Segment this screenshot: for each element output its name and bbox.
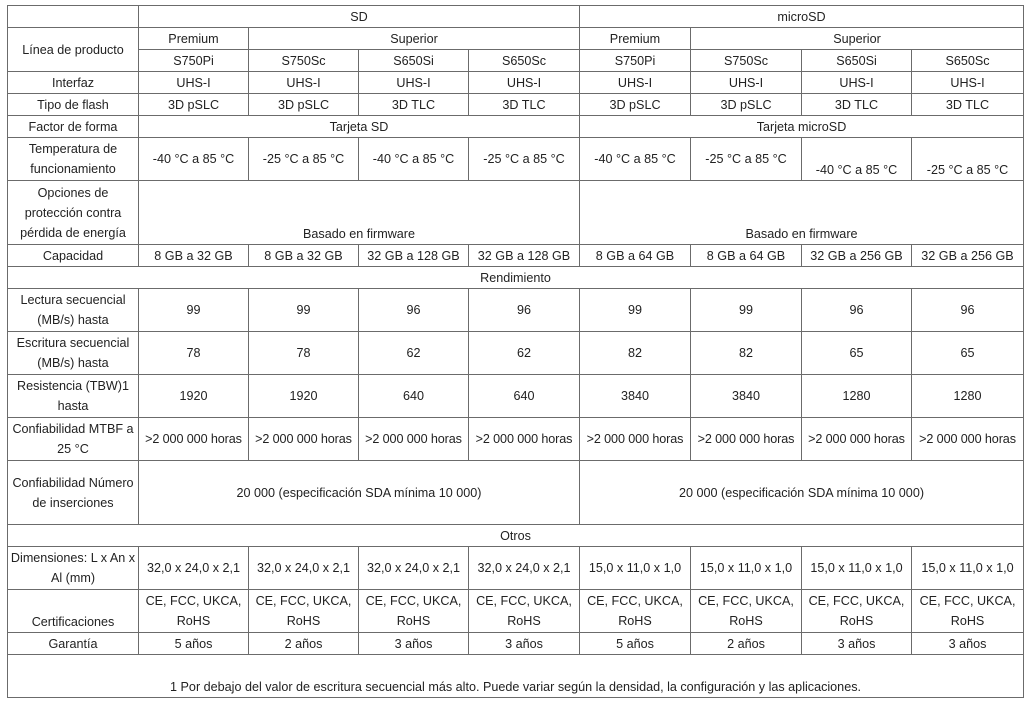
value-cell: CE, FCC, UKCA, RoHS [139, 590, 249, 633]
value-cell: UHS-I [469, 72, 580, 94]
value-cell: 32 GB a 256 GB [802, 245, 912, 267]
value-cell: 3D TLC [359, 94, 469, 116]
corner-cell [8, 6, 139, 28]
value-cell: CE, FCC, UKCA, RoHS [249, 590, 359, 633]
seq-write-row [8, 332, 1024, 375]
section-title-performance: Rendimiento [8, 267, 1024, 289]
value-cell: 8 GB a 32 GB [139, 245, 249, 267]
value-cell: 78 [249, 332, 359, 375]
value-cell: >2 000 000 horas [580, 418, 691, 461]
model-cell: S750Sc [691, 50, 802, 72]
model-cell: S750Sc [249, 50, 359, 72]
value-cell: 8 GB a 64 GB [580, 245, 691, 267]
value-cell: 96 [802, 289, 912, 332]
value-cell: -25 °C a 85 °C [249, 138, 359, 181]
value-cell: 8 GB a 64 GB [691, 245, 802, 267]
value-cell: -40 °C a 85 °C [802, 138, 912, 181]
value-cell: 1280 [912, 375, 1024, 418]
insertions-row [8, 461, 1024, 525]
section-row-other [8, 525, 1024, 547]
row-label-warranty: Garantía [8, 633, 139, 655]
value-cell: 32,0 x 24,0 x 2,1 [359, 547, 469, 590]
value-cell: UHS-I [580, 72, 691, 94]
footnote-row [8, 655, 1024, 698]
value-cell: 32,0 x 24,0 x 2,1 [469, 547, 580, 590]
value-cell: 3 años [359, 633, 469, 655]
value-cell: 99 [249, 289, 359, 332]
value-cell: -40 °C a 85 °C [580, 138, 691, 181]
value-cell: CE, FCC, UKCA, RoHS [580, 590, 691, 633]
value-cell: 3D pSLC [691, 94, 802, 116]
value-cell: 3840 [691, 375, 802, 418]
row-label-endurance: Resistencia (TBW)1 hasta [8, 375, 139, 418]
value-cell: -25 °C a 85 °C [469, 138, 580, 181]
value-cell: 640 [359, 375, 469, 418]
model-cell: S650Si [359, 50, 469, 72]
row-label-certifications: Certificaciones [8, 590, 139, 633]
row-label-insertions: Confiabilidad Número de inserciones [8, 461, 139, 525]
value-cell: 65 [912, 332, 1024, 375]
value-cell: >2 000 000 horas [802, 418, 912, 461]
row-label-seq-write: Escritura secuencial (MB/s) hasta [8, 332, 139, 375]
form-factor-row [8, 116, 1024, 138]
value-cell: 15,0 x 11,0 x 1,0 [580, 547, 691, 590]
value-cell: CE, FCC, UKCA, RoHS [469, 590, 580, 633]
value-cell: >2 000 000 horas [469, 418, 580, 461]
value-cell: UHS-I [912, 72, 1024, 94]
value-cell: -40 °C a 85 °C [359, 138, 469, 181]
power-loss-microsd: Basado en firmware [580, 181, 1024, 245]
microsd-group-header: microSD [580, 6, 1024, 28]
endurance-row [8, 375, 1024, 418]
row-label-interface: Interfaz [8, 72, 139, 94]
value-cell: 62 [359, 332, 469, 375]
tier-cell: Superior [691, 28, 1024, 50]
value-cell: 96 [469, 289, 580, 332]
tier-row [8, 28, 1024, 50]
power-loss-sd: Basado en firmware [139, 181, 580, 245]
row-label-form-factor: Factor de forma [8, 116, 139, 138]
form-factor-microsd: Tarjeta microSD [580, 116, 1024, 138]
footnote: 1 Por debajo del valor de escritura secuencial más alto. Puede variar según la densidad, la configuración y las aplicaciones. [8, 655, 1024, 698]
certifications-row [8, 590, 1024, 633]
value-cell: 1920 [249, 375, 359, 418]
value-cell: 3D TLC [469, 94, 580, 116]
model-cell: S650Sc [912, 50, 1024, 72]
row-label-temperature: Temperatura de funcionamiento [8, 138, 139, 181]
value-cell: CE, FCC, UKCA, RoHS [912, 590, 1024, 633]
row-label-power-loss: Opciones de protección contra pérdida de energía [8, 181, 139, 245]
value-cell: >2 000 000 horas [139, 418, 249, 461]
row-label-capacity: Capacidad [8, 245, 139, 267]
value-cell: 3D pSLC [580, 94, 691, 116]
value-cell: 15,0 x 11,0 x 1,0 [691, 547, 802, 590]
value-cell: 32 GB a 128 GB [359, 245, 469, 267]
value-cell: 32,0 x 24,0 x 2,1 [139, 547, 249, 590]
value-cell: -40 °C a 85 °C [139, 138, 249, 181]
value-cell: 78 [139, 332, 249, 375]
value-cell: -25 °C a 85 °C [691, 138, 802, 181]
value-cell: 32 GB a 256 GB [912, 245, 1024, 267]
value-cell: 2 años [691, 633, 802, 655]
value-cell: 5 años [580, 633, 691, 655]
value-cell: 3 años [469, 633, 580, 655]
value-cell: UHS-I [249, 72, 359, 94]
model-cell: S650Si [802, 50, 912, 72]
value-cell: 3D pSLC [139, 94, 249, 116]
value-cell: 32 GB a 128 GB [469, 245, 580, 267]
insertions-microsd: 20 000 (especificación SDA mínima 10 000) [580, 461, 1024, 525]
section-title-other: Otros [8, 525, 1024, 547]
row-label-dimensions: Dimensiones: L x An x Al (mm) [8, 547, 139, 590]
value-cell: UHS-I [139, 72, 249, 94]
sd-group-header: SD [139, 6, 580, 28]
tier-cell: Premium [580, 28, 691, 50]
tier-cell: Premium [139, 28, 249, 50]
value-cell: CE, FCC, UKCA, RoHS [802, 590, 912, 633]
value-cell: 5 años [139, 633, 249, 655]
value-cell: UHS-I [359, 72, 469, 94]
value-cell: UHS-I [691, 72, 802, 94]
form-factor-sd: Tarjeta SD [139, 116, 580, 138]
value-cell: 82 [691, 332, 802, 375]
seq-read-row [8, 289, 1024, 332]
section-row-performance [8, 267, 1024, 289]
value-cell: 2 años [249, 633, 359, 655]
value-cell: 32,0 x 24,0 x 2,1 [249, 547, 359, 590]
model-cell: S750Pi [139, 50, 249, 72]
value-cell: >2 000 000 horas [912, 418, 1024, 461]
value-cell: 15,0 x 11,0 x 1,0 [802, 547, 912, 590]
value-cell: >2 000 000 horas [249, 418, 359, 461]
row-label-product-line: Línea de producto [8, 28, 139, 72]
temperature-row [8, 138, 1024, 181]
spec-table [7, 5, 1024, 698]
value-cell: 65 [802, 332, 912, 375]
power-loss-row [8, 181, 1024, 245]
value-cell: CE, FCC, UKCA, RoHS [359, 590, 469, 633]
value-cell: 96 [912, 289, 1024, 332]
warranty-row [8, 633, 1024, 655]
row-label-seq-read: Lectura secuencial (MB/s) hasta [8, 289, 139, 332]
value-cell: 3D TLC [912, 94, 1024, 116]
model-cell: S650Sc [469, 50, 580, 72]
value-cell: 99 [691, 289, 802, 332]
row-label-mtbf: Confiabilidad MTBF a 25 °C [8, 418, 139, 461]
model-cell: S750Pi [580, 50, 691, 72]
value-cell: 1920 [139, 375, 249, 418]
dimensions-row [8, 547, 1024, 590]
value-cell: 8 GB a 32 GB [249, 245, 359, 267]
value-cell: 99 [139, 289, 249, 332]
value-cell: 96 [359, 289, 469, 332]
value-cell: 1280 [802, 375, 912, 418]
value-cell: 62 [469, 332, 580, 375]
value-cell: 3D TLC [802, 94, 912, 116]
value-cell: >2 000 000 horas [691, 418, 802, 461]
value-cell: 3 años [802, 633, 912, 655]
model-row [8, 50, 1024, 72]
value-cell: -25 °C a 85 °C [912, 138, 1024, 181]
mtbf-row [8, 418, 1024, 461]
value-cell: 3D pSLC [249, 94, 359, 116]
insertions-sd: 20 000 (especificación SDA mínima 10 000) [139, 461, 580, 525]
value-cell: 3 años [912, 633, 1024, 655]
capacity-row [8, 245, 1024, 267]
tier-cell: Superior [249, 28, 580, 50]
interface-row [8, 72, 1024, 94]
value-cell: 640 [469, 375, 580, 418]
value-cell: >2 000 000 horas [359, 418, 469, 461]
value-cell: CE, FCC, UKCA, RoHS [691, 590, 802, 633]
value-cell: UHS-I [802, 72, 912, 94]
group-header-row [8, 6, 1024, 28]
value-cell: 99 [580, 289, 691, 332]
flash-type-row [8, 94, 1024, 116]
value-cell: 15,0 x 11,0 x 1,0 [912, 547, 1024, 590]
value-cell: 3840 [580, 375, 691, 418]
value-cell: 82 [580, 332, 691, 375]
row-label-flash-type: Tipo de flash [8, 94, 139, 116]
